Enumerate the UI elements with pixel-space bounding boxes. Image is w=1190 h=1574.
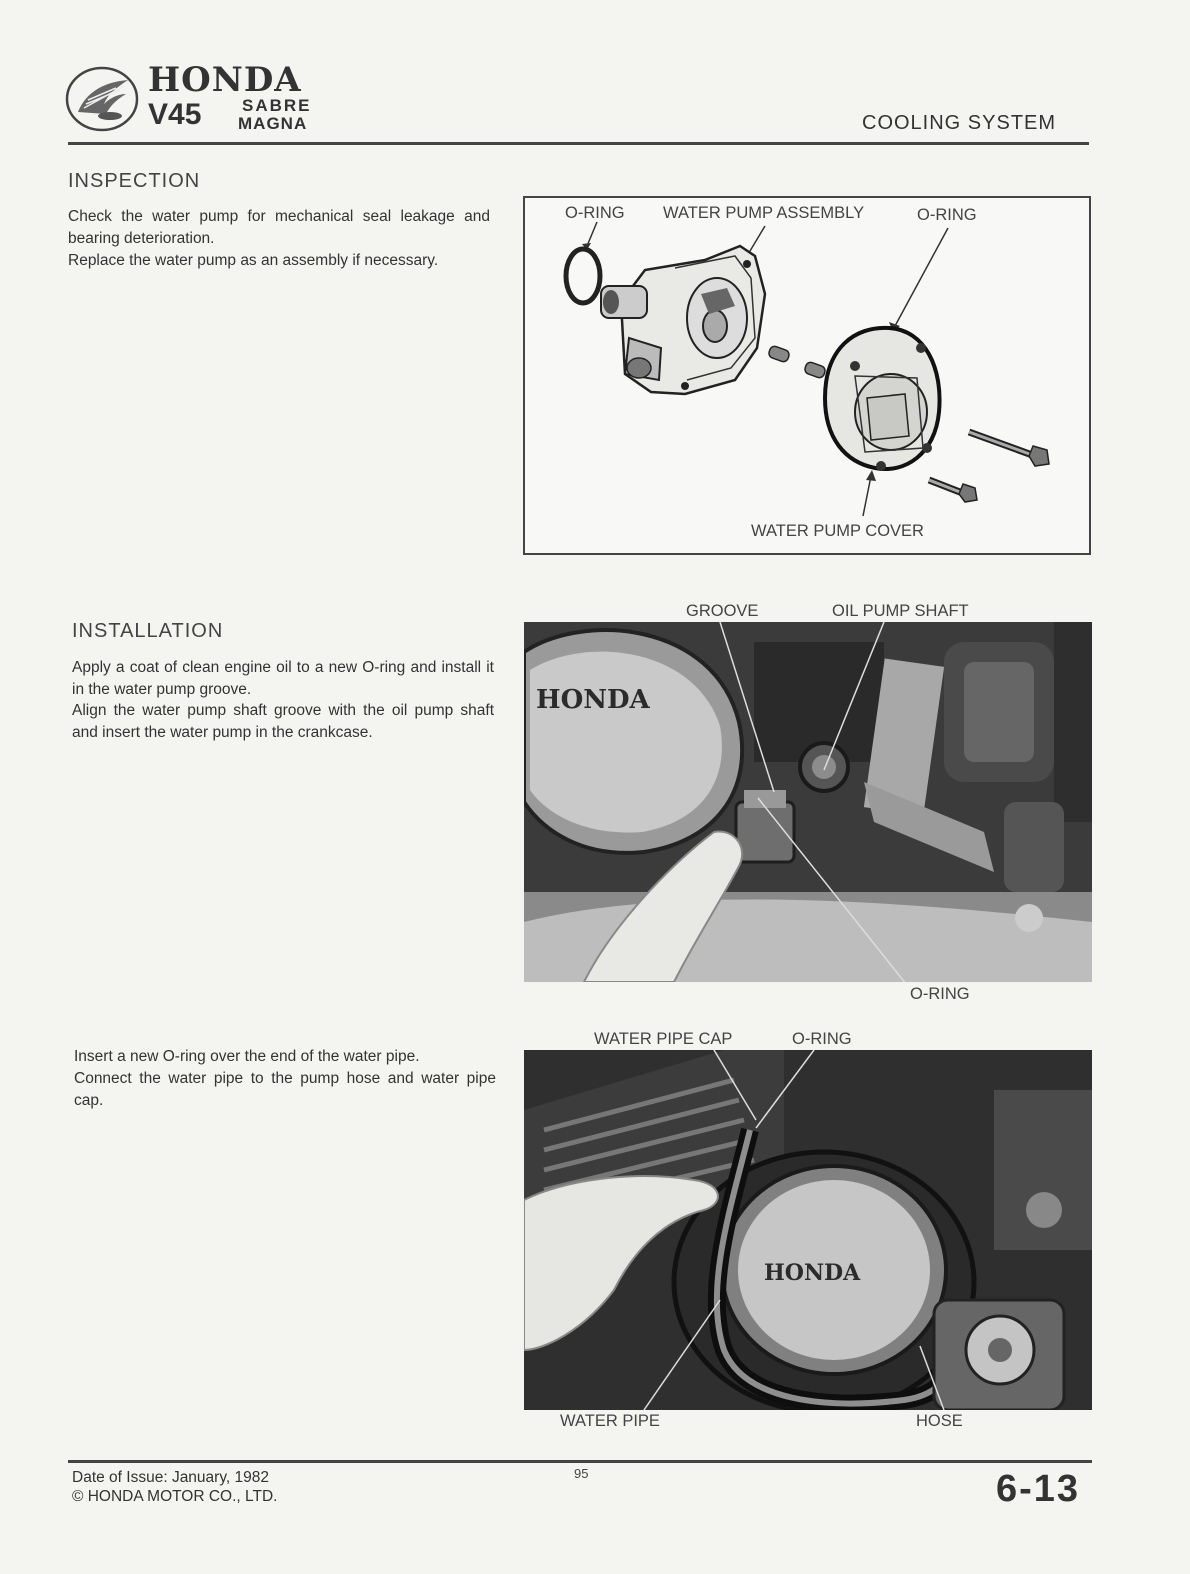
section-title: COOLING SYSTEM — [862, 112, 1057, 134]
label-hose: HOSE — [916, 1412, 963, 1430]
page-code: 6-13 — [996, 1468, 1081, 1510]
installation-text-2: Align the water pump shaft groove with the oil pump shaft and insert the water pump in the crankcase. — [72, 702, 494, 741]
cover-honda-logo-2: HONDA — [764, 1260, 861, 1286]
engine-photo-illustration — [524, 622, 1092, 982]
label-groove: GROOVE — [686, 602, 759, 620]
label-o-ring-right: O-RING — [917, 206, 977, 224]
inspection-heading: INSPECTION — [68, 170, 201, 192]
water-pipe-text-1: Insert a new O-ring over the end of the water pipe. — [74, 1048, 420, 1065]
label-water-pump-cover: WATER PUMP COVER — [751, 522, 924, 540]
label-o-ring: O-RING — [910, 985, 970, 1003]
header-divider — [68, 142, 1089, 145]
label-o-ring-pipe: O-RING — [792, 1030, 852, 1048]
model-name: V45 — [148, 98, 202, 131]
issue-date: Date of Issue: January, 1982 — [72, 1469, 270, 1486]
brand-name: HONDA — [148, 60, 302, 100]
footer-divider — [68, 1460, 1092, 1463]
inspection-text-2: Replace the water pump as an assembly if necessary. — [68, 252, 439, 269]
copyright: © HONDA MOTOR CO., LTD. — [72, 1488, 278, 1505]
label-oil-pump-shaft: OIL PUMP SHAFT — [832, 602, 969, 620]
photo-water-pump-installation — [524, 622, 1092, 982]
label-water-pipe-cap: WATER PIPE CAP — [594, 1030, 733, 1048]
label-water-pipe: WATER PIPE — [560, 1412, 660, 1430]
cover-honda-logo: HONDA — [536, 685, 650, 715]
inspection-text-1: Check the water pump for mechanical seal leakage and bearing deterioration. — [68, 208, 490, 247]
label-o-ring-left: O-RING — [565, 204, 625, 222]
water-pump-diagram — [523, 196, 1091, 555]
exploded-view-drawing — [525, 198, 1089, 553]
water-pipe-text-2: Connect the water pipe to the pump hose and water pipe cap. — [74, 1070, 496, 1109]
label-water-pump-assembly: WATER PUMP ASSEMBLY — [663, 204, 865, 222]
engine-photo-illustration-2 — [524, 1050, 1092, 1410]
page-number: 95 — [574, 1466, 589, 1481]
installation-text-1: Apply a coat of clean engine oil to a new O-ring and install it in the water pump groove. — [72, 659, 494, 698]
model-variant-magna: MAGNA — [238, 114, 308, 133]
photo-water-pipe-connection — [524, 1050, 1092, 1410]
installation-heading: INSTALLATION — [72, 620, 224, 642]
honda-wing-logo — [64, 64, 142, 134]
model-variant-sabre: SABRE — [242, 96, 312, 115]
